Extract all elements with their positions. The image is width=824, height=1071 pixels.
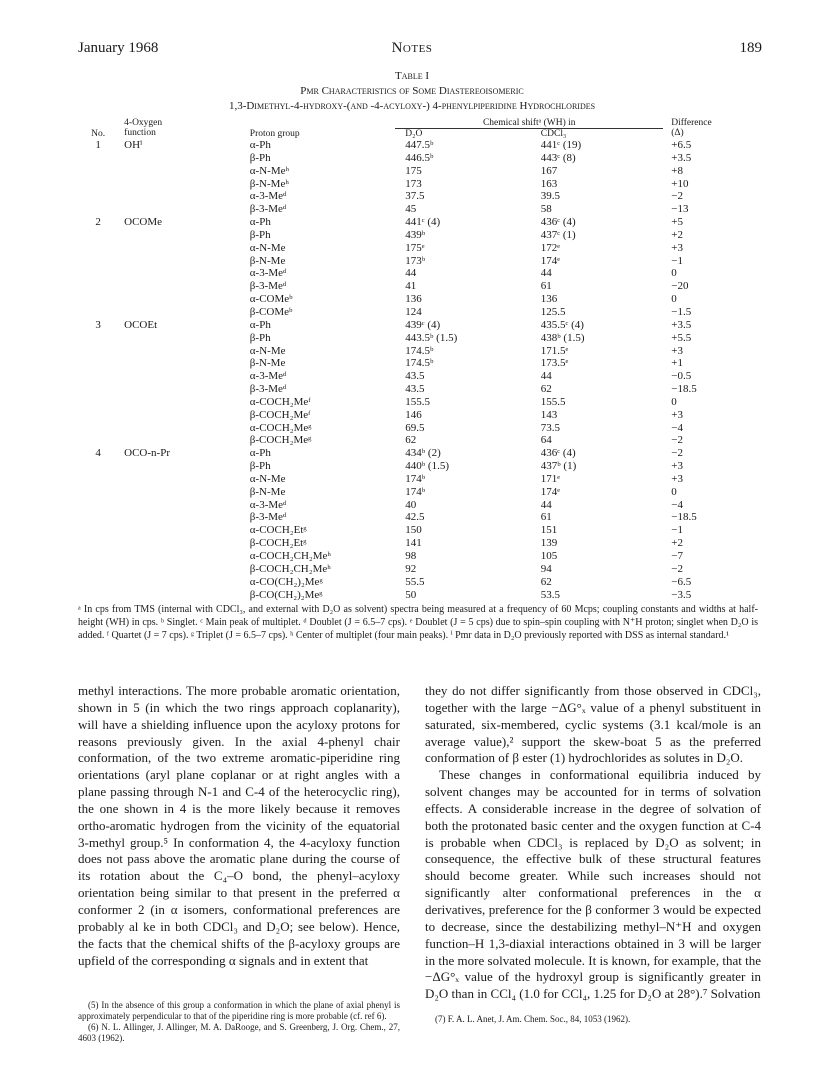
- oxygen-function: OCOMe: [124, 216, 163, 229]
- shift-cdcl3: 61: [540, 511, 552, 524]
- shift-d2o: 446.5ᵇ: [405, 151, 434, 164]
- table-row: [78, 229, 758, 242]
- shift-d2o: 155.5: [405, 395, 431, 408]
- shift-cdcl3: 437ᶜ (1): [540, 228, 576, 241]
- proton-group: α-3-Meᵈ: [249, 370, 287, 383]
- compound-number: [78, 293, 118, 306]
- pmr-table: [78, 118, 758, 601]
- compound-number: [78, 409, 118, 422]
- oxygen-function: [118, 511, 232, 524]
- compound-number: [78, 537, 118, 550]
- shift-cdcl3: 125.5: [540, 305, 566, 318]
- shift-d2o: 439ᶜ (4): [405, 318, 441, 331]
- shift-difference: 0: [671, 293, 677, 306]
- table-row: [78, 370, 758, 383]
- proton-group: α-Ph: [249, 139, 271, 151]
- proton-group: β-3-Meᵈ: [249, 280, 287, 293]
- shift-difference: −20: [671, 280, 689, 293]
- compound-number: [78, 152, 118, 165]
- shift-difference: 0: [671, 395, 677, 408]
- shift-cdcl3: 53.5: [540, 588, 561, 601]
- shift-cdcl3: 62: [540, 575, 552, 588]
- shift-difference: +8: [671, 164, 683, 177]
- compound-number: [78, 473, 118, 486]
- oxygen-function: [118, 229, 232, 242]
- shift-cdcl3: 73.5: [540, 421, 561, 434]
- shift-difference: −4: [671, 498, 683, 511]
- shift-difference: +1: [671, 357, 683, 370]
- shift-difference: −2: [671, 190, 683, 203]
- shift-d2o: 141: [405, 537, 422, 550]
- compound-number: [78, 165, 118, 178]
- oxygen-function: [118, 280, 232, 293]
- proton-group: α-3-Meᵈ: [249, 498, 287, 511]
- footnote-7: (7) F. A. L. Anet, J. Am. Chem. Soc., 84, 1053 (1962).: [435, 1014, 631, 1024]
- table-row: [78, 422, 758, 435]
- shift-d2o: 40: [405, 498, 417, 511]
- oxygen-function: [118, 499, 232, 512]
- proton-group: α-COCH₂Meᶠ: [249, 395, 311, 408]
- compound-number: [78, 396, 118, 409]
- compound-number: 4: [95, 447, 101, 460]
- shift-d2o: 124: [405, 305, 422, 318]
- table-row: [78, 216, 758, 229]
- table-caption-line-1: Pmr Characteristics of Some Diastereoisomeric: [300, 85, 524, 97]
- oxygen-function: [118, 267, 232, 280]
- oxygen-function: [118, 306, 232, 319]
- proton-group: β-CO(CH₂)₂Meᵍ: [249, 588, 323, 601]
- compound-number: [78, 267, 118, 280]
- shift-cdcl3: 58: [540, 203, 552, 216]
- shift-difference: +2: [671, 537, 683, 550]
- table-row: [78, 563, 758, 576]
- oxygen-function: [118, 589, 232, 602]
- shift-d2o: 443.5ᵇ (1.5): [405, 331, 458, 344]
- shift-cdcl3: 62: [540, 383, 552, 396]
- table-row: [78, 383, 758, 396]
- compound-number: [78, 357, 118, 370]
- proton-group: α-CO(CH₂)₂Meᵍ: [249, 575, 323, 588]
- shift-d2o: 447.5ᵇ: [405, 139, 434, 151]
- shift-cdcl3: 44: [540, 498, 552, 511]
- shift-difference: +2: [671, 228, 683, 241]
- shift-d2o: 173: [405, 177, 422, 190]
- compound-number: [78, 332, 118, 345]
- shift-difference: +3: [671, 241, 683, 254]
- shift-cdcl3: 44: [540, 267, 552, 280]
- oxygen-function: [118, 370, 232, 383]
- shift-difference: −2: [671, 562, 683, 575]
- shift-d2o: 92: [405, 562, 417, 575]
- proton-group: α-Ph: [249, 318, 271, 331]
- table-row: [78, 345, 758, 358]
- proton-group: β-3-Meᵈ: [249, 383, 287, 396]
- oxygen-function: [118, 357, 232, 370]
- table-label: Table I: [394, 70, 430, 82]
- shift-d2o: 174ᵇ: [405, 485, 426, 498]
- compound-number: [78, 589, 118, 602]
- compound-number: [78, 576, 118, 589]
- shift-difference: −0.5: [671, 370, 692, 383]
- oxygen-function: [118, 345, 232, 358]
- oxygen-function: [118, 332, 232, 345]
- table-row: [78, 280, 758, 293]
- proton-group: α-3-Meᵈ: [249, 190, 287, 203]
- oxygen-function: [118, 293, 232, 306]
- shift-difference: +3.5: [671, 318, 692, 331]
- shift-difference: −13: [671, 203, 689, 216]
- shift-d2o: 174ᵇ: [405, 472, 426, 485]
- table-row: [78, 203, 758, 216]
- table-row: [78, 486, 758, 499]
- compound-number: [78, 280, 118, 293]
- compound-number: [78, 422, 118, 435]
- body-paragraph: they do not differ significantly from those observed in CDCl₃, together with the large −ΔG°ₓ value of a phenyl substituent in saturated, six-membered, cyclic systems (3.1 kcal/mole is an average value),² support the skew-boat 5 as the preferred conformation of β ester (1) hydrochlorides as solutes in D₂O.: [425, 683, 761, 766]
- oxygen-function: OCOEt: [124, 318, 158, 331]
- oxygen-function: [118, 178, 232, 191]
- table-row: [78, 139, 758, 152]
- compound-number: [78, 550, 118, 563]
- oxygen-function: [118, 434, 232, 447]
- shift-d2o: 146: [405, 408, 422, 421]
- compound-number: [78, 306, 118, 319]
- proton-group: β-N-Me: [249, 254, 286, 267]
- shift-difference: −18.5: [671, 511, 697, 524]
- oxygen-function: [118, 165, 232, 178]
- proton-group: β-Ph: [249, 331, 271, 344]
- oxygen-function: [118, 203, 232, 216]
- shift-d2o: 41: [405, 280, 417, 293]
- shift-cdcl3: 171.5ᵉ: [540, 344, 569, 357]
- shift-d2o: 150: [405, 524, 422, 537]
- col-header-function: 4-Oxygen function: [124, 118, 163, 138]
- oxygen-function: [118, 242, 232, 255]
- table-footnote: ᵃ In cps from TMS (internal with CDCl₃, and external with D₂O as solvent) spectra being measured at a frequency of 60 Mcps; coupling constants and widths at half-height (WH) in cps. ᵇ Singlet. ᶜ Main peak of multiplet. ᵈ Doublet (J = 6.5–7 cps). ᵉ Doublet (J = 5 cps) due to spin–spin coupling with N⁺H proton; singlet when D₂O is added. ᶠ Quartet (J = 7 cps). ᵍ Triplet (J = 6.5–7 cps). ʰ Center of multiplet (four main peaks). ⁱ Pmr data in D₂O previously reported with DSS as internal standard.¹: [78, 604, 758, 641]
- proton-group: α-N-Me: [249, 472, 286, 485]
- shift-d2o: 69.5: [405, 421, 425, 434]
- oxygen-function: OHⁱ: [124, 139, 143, 151]
- oxygen-function: [118, 255, 232, 268]
- table-row: [78, 255, 758, 268]
- shift-difference: +3: [671, 472, 683, 485]
- oxygen-function: [118, 524, 232, 537]
- col-header-group: Proton group: [249, 129, 300, 139]
- shift-cdcl3: 44: [540, 370, 552, 383]
- compound-number: [78, 434, 118, 447]
- oxygen-function: [118, 486, 232, 499]
- proton-group: β-3-Meᵈ: [249, 511, 287, 524]
- shift-difference: −6.5: [671, 575, 692, 588]
- proton-group: β-Ph: [249, 460, 271, 473]
- table-row: [78, 293, 758, 306]
- shift-difference: 0: [671, 267, 677, 280]
- table-row: [78, 165, 758, 178]
- shift-difference: −7: [671, 550, 683, 562]
- shift-cdcl3: 105: [540, 550, 558, 562]
- shift-cdcl3: 136: [540, 293, 558, 306]
- shift-difference: +3: [671, 460, 683, 473]
- shift-difference: −1: [671, 254, 683, 267]
- table-body: [78, 139, 758, 601]
- proton-group: α-Ph: [249, 447, 271, 460]
- shift-difference: −3.5: [671, 588, 692, 601]
- shift-difference: +3.5: [671, 151, 692, 164]
- shift-d2o: 45: [405, 203, 417, 216]
- table-row: [78, 589, 758, 602]
- oxygen-function: [118, 563, 232, 576]
- oxygen-function: [118, 396, 232, 409]
- shift-d2o: 439ᵇ: [405, 228, 426, 241]
- shift-d2o: 50: [405, 588, 417, 601]
- shift-difference: +6.5: [671, 139, 692, 151]
- body-paragraph: These changes in conformational equilibria induced by solvent changes may be accounted for in terms of solvation effects. A considerable increase in the degree of solvation of both the protonated basic center and the oxygen function at C-4 is probable when CDCl₃ is replaced by D₂O as solvent; in consequence, the effective bulk of these structural features should become greater. While such increases should not significantly alter conformational preferences in the α derivatives, preference for the β conformer 3 would be expected to decrease, since the destabilizing methyl–N⁺H and oxygen function–H 1,3-diaxial interactions obtained in 3 will be larger in the more solvated molecule. It is known, for example, that the −ΔG°ₓ value of the hydroxyl group is significantly greater in D₂O than in CCl₄ (1.0 for CCl₄, 1.25 for D₂O at 28°).⁷ Solvation: [425, 767, 761, 1002]
- shift-cdcl3: 163: [540, 177, 558, 190]
- proton-group: β-3-Meᵈ: [249, 203, 287, 216]
- table-row: [78, 447, 758, 460]
- table-row: [78, 152, 758, 165]
- body-paragraph: methyl interactions. The more probable aromatic orientation, shown in 5 (in which the two rings approach coplanarity), will have a shielding influence upon the acyloxy protons for reasons previously given. In the axial 4-phenyl chair conformation, of the two extreme aromatic-piperidine ring orientations (aryl plane coplanar or at right angles with a plane passing through N-1 and C-4 of the heterocyclic ring), the one shown in 4 is the more likely because it removes ortho-aromatic hydrogen from the vicinity of the equatorial 3-methyl group.⁵ In conformation 4, the 4-acyloxy function does not pass above the aromatic plane during the course of its rotation about the C₄–O bond, the phenyl–acyloxy orientation being similar to that present in the preferred α conformer 2 (in α isomers, conformational preferences are probably al ke in both CDCl₃ and D₂O; see below). Hence, the facts that the chemical shifts of the β-acyloxy groups are upfield of the corresponding α signals and in extent that: [78, 683, 400, 968]
- page-number: 189: [739, 40, 762, 56]
- shift-difference: −1.5: [671, 305, 692, 318]
- shift-cdcl3: 61: [540, 280, 552, 293]
- table-row: [78, 473, 758, 486]
- shift-d2o: 62: [405, 434, 417, 447]
- compound-number: [78, 486, 118, 499]
- shift-cdcl3: 174ᵉ: [540, 254, 561, 267]
- compound-number: [78, 178, 118, 191]
- oxygen-function: [118, 537, 232, 550]
- compound-number: 1: [95, 139, 101, 151]
- compound-number: [78, 499, 118, 512]
- oxygen-function: [118, 383, 232, 396]
- footnote-6: (6) N. L. Allinger, J. Allinger, M. A. DaRooge, and S. Greenberg, J. Org. Chem., 27, 4603 (1962).: [78, 1022, 400, 1043]
- compound-number: 3: [95, 318, 101, 331]
- shift-cdcl3: 171ᵉ: [540, 472, 561, 485]
- table-row: [78, 190, 758, 203]
- proton-group: β-COMeᵇ: [249, 305, 293, 318]
- shift-difference: +3: [671, 408, 683, 421]
- compound-number: [78, 255, 118, 268]
- shift-cdcl3: 167: [540, 164, 558, 177]
- table-row: [78, 267, 758, 280]
- table-row: [78, 576, 758, 589]
- table-row: [78, 319, 758, 332]
- shift-d2o: 43.5: [405, 370, 425, 383]
- compound-number: 2: [95, 216, 101, 229]
- table-row: [78, 434, 758, 447]
- running-header-section: Notes: [391, 40, 433, 56]
- proton-group: α-N-Me: [249, 241, 286, 254]
- table-row: [78, 178, 758, 191]
- compound-number: [78, 524, 118, 537]
- compound-number: [78, 345, 118, 358]
- table-row: [78, 306, 758, 319]
- proton-group: α-COMeᵇ: [249, 293, 293, 306]
- shift-cdcl3: 443ᶜ (8): [540, 151, 576, 164]
- oxygen-function: [118, 152, 232, 165]
- shift-cdcl3: 441ᶜ (19): [540, 139, 582, 151]
- table-caption-line-2: 1,3-Dimethyl-4-hydroxy-(and -4-acyloxy-) 4-phenylpiperidine Hydrochlorides: [228, 100, 596, 112]
- shift-d2o: 174.5ᵇ: [405, 344, 434, 357]
- shift-cdcl3: 172ᵉ: [540, 241, 561, 254]
- proton-group: β-Ph: [249, 228, 271, 241]
- shift-d2o: 173ᵇ: [405, 254, 426, 267]
- shift-difference: +10: [671, 177, 689, 190]
- table-row: [78, 460, 758, 473]
- shift-d2o: 55.5: [405, 575, 425, 588]
- footnote-5: (5) In the absence of this group a conformation in which the plane of axial phenyl is approximately perpendicular to that of the piperidine ring is more probable (cf. ref 6).: [78, 1000, 400, 1021]
- proton-group: α-COCH₂Etᵍ: [249, 524, 307, 537]
- shift-d2o: 37.5: [405, 190, 425, 203]
- table-row: [78, 409, 758, 422]
- oxygen-function: [118, 550, 232, 563]
- shift-difference: +3: [671, 344, 683, 357]
- proton-group: α-Ph: [249, 216, 271, 229]
- col-header-d2o: D₂O: [405, 129, 423, 139]
- shift-cdcl3: 437ᵇ (1): [540, 460, 577, 473]
- oxygen-function: [118, 460, 232, 473]
- footnotes-left: [78, 1000, 400, 1044]
- shift-difference: −18.5: [671, 383, 697, 396]
- shift-cdcl3: 436ᶜ (4): [540, 447, 576, 460]
- proton-group: β-COCH₂Etᵍ: [249, 537, 307, 550]
- shift-d2o: 44: [405, 267, 417, 280]
- compound-number: [78, 460, 118, 473]
- shift-cdcl3: 155.5: [540, 395, 566, 408]
- shift-difference: −2: [671, 447, 683, 460]
- shift-cdcl3: 174ᵉ: [540, 485, 561, 498]
- oxygen-function: OCO-n-Pr: [124, 447, 170, 460]
- oxygen-function: [118, 473, 232, 486]
- shift-difference: 0: [671, 485, 677, 498]
- compound-number: [78, 242, 118, 255]
- shift-cdcl3: 436ᶜ (4): [540, 216, 576, 229]
- table-row: [78, 242, 758, 255]
- shift-d2o: 175ᵉ: [405, 241, 425, 254]
- shift-cdcl3: 435.5ᶜ (4): [540, 318, 584, 331]
- proton-group: β-N-Me: [249, 357, 286, 370]
- compound-number: [78, 190, 118, 203]
- proton-group: α-N-Meʰ: [249, 164, 290, 177]
- compound-number: [78, 370, 118, 383]
- proton-group: α-COCH₂CH₂Meʰ: [249, 550, 331, 562]
- proton-group: β-COCH₂Meᵍ: [249, 434, 312, 447]
- table-row: [78, 499, 758, 512]
- shift-cdcl3: 139: [540, 537, 558, 550]
- proton-group: β-Ph: [249, 151, 271, 164]
- shift-cdcl3: 64: [540, 434, 552, 447]
- proton-group: β-N-Meʰ: [249, 177, 289, 190]
- oxygen-function: [118, 422, 232, 435]
- shift-cdcl3: 173.5ᵉ: [540, 357, 569, 370]
- shift-d2o: 440ᵇ (1.5): [405, 460, 449, 473]
- shift-cdcl3: 39.5: [540, 190, 561, 203]
- compound-number: [78, 229, 118, 242]
- shift-d2o: 42.5: [405, 511, 425, 524]
- table-row: [78, 357, 758, 370]
- oxygen-function: [118, 576, 232, 589]
- shift-difference: −1: [671, 524, 683, 537]
- shift-d2o: 175: [405, 164, 422, 177]
- shift-cdcl3: 143: [540, 408, 558, 421]
- proton-group: α-3-Meᵈ: [249, 267, 287, 280]
- shift-d2o: 441ᶜ (4): [405, 216, 441, 229]
- compound-number: [78, 203, 118, 216]
- shift-d2o: 136: [405, 293, 422, 306]
- col-header-no: No.: [91, 129, 106, 139]
- shift-d2o: 174.5ᵇ: [405, 357, 434, 370]
- proton-group: β-N-Me: [249, 485, 286, 498]
- compound-number: [78, 383, 118, 396]
- shift-difference: +5: [671, 216, 683, 229]
- table-row: [78, 511, 758, 524]
- proton-group: α-N-Me: [249, 344, 286, 357]
- table-row: [78, 524, 758, 537]
- proton-group: α-COCH₂Meᵍ: [249, 421, 312, 434]
- shift-difference: −4: [671, 421, 683, 434]
- oxygen-function: [118, 190, 232, 203]
- compound-number: [78, 511, 118, 524]
- col-header-diff: Difference (Δ): [671, 118, 712, 138]
- shift-d2o: 98: [405, 550, 417, 562]
- table-row: [78, 537, 758, 550]
- body-column-right: [425, 683, 761, 1003]
- col-header-shift: Chemical shiftᵃ (WH) in: [395, 118, 663, 129]
- shift-d2o: 434ᵇ (2): [405, 447, 441, 460]
- table-row: [78, 396, 758, 409]
- proton-group: β-COCH₂CH₂Meʰ: [249, 562, 331, 575]
- running-header-date: January 1968: [78, 40, 159, 56]
- compound-number: [78, 563, 118, 576]
- col-header-cdcl3: CDCl₃: [540, 129, 567, 139]
- oxygen-function: [118, 409, 232, 422]
- shift-cdcl3: 94: [540, 562, 552, 575]
- shift-cdcl3: 438ᵇ (1.5): [540, 331, 585, 344]
- shift-d2o: 43.5: [405, 383, 425, 396]
- table-row: [78, 332, 758, 345]
- shift-difference: +5.5: [671, 331, 692, 344]
- shift-cdcl3: 151: [540, 524, 558, 537]
- proton-group: β-COCH₂Meᶠ: [249, 408, 311, 421]
- table-row: [78, 550, 758, 563]
- shift-difference: −2: [671, 434, 683, 447]
- body-column-left: [78, 683, 400, 969]
